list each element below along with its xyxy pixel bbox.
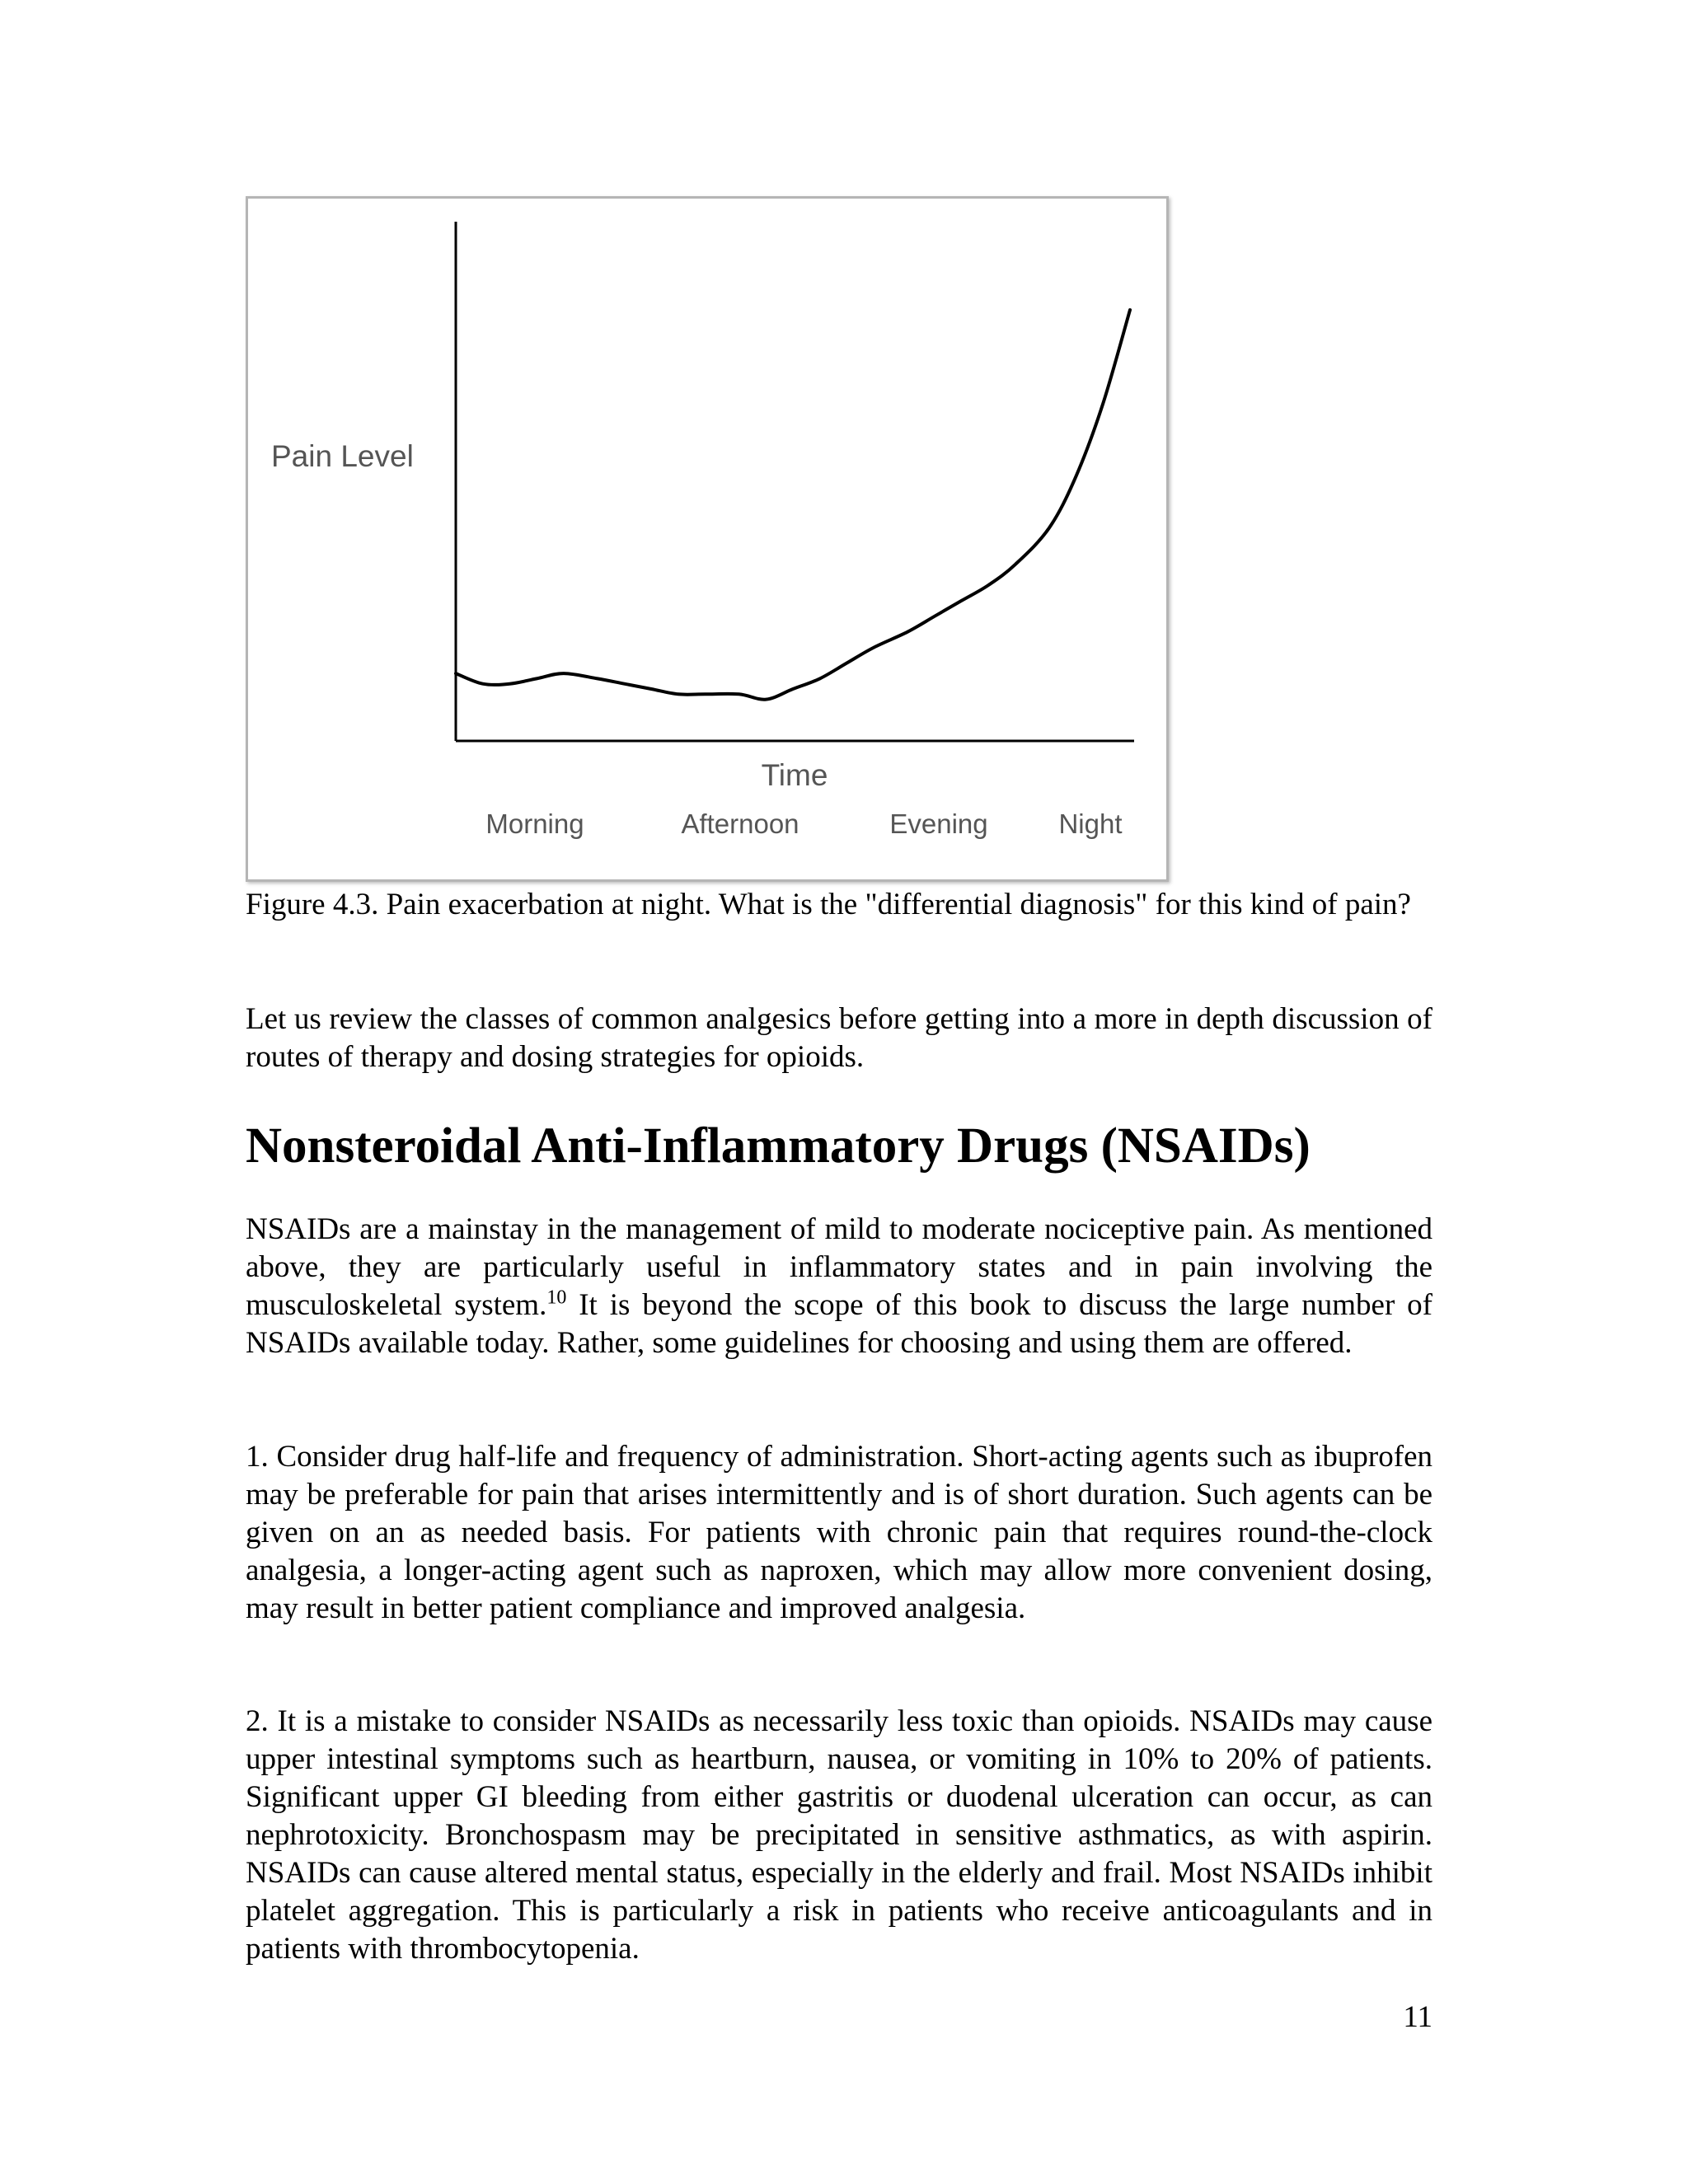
guideline-point-2: 2. It is a mistake to consider NSAIDs as necessarily less toxic than opioids. NSAIDs may cause upper intestinal symptoms such as heartburn, nausea, or vomiting in 10% to 20% of patients. Significant upper GI bleeding from either gastritis or duodenal ulceration can occur, as can nephrotoxicity. Bronchospasm may be precipitated in sensitive asthmatics, as with aspirin. NSAIDs can cause altered mental status, especially in the elderly and frail. Most NSAIDs inhibit platelet aggregation. This is particularly a risk in patients who receive anticoagulants and in patients with thrombocytopenia. xyxy=(246,1704,1432,1966)
pain-level-series-line xyxy=(456,310,1130,700)
page-number: 11 xyxy=(1403,2000,1432,2034)
x-axis-label: Time xyxy=(761,758,828,792)
x-tick-morning: Morning xyxy=(485,808,584,839)
figure-caption: Figure 4.3. Pain exacerbation at night. What is the "differential diagnosis" for this kind of pain? xyxy=(246,888,1411,921)
x-tick-evening: Evening xyxy=(889,808,988,839)
guideline-point-1: 1. Consider drug half-life and frequency of administration. Short-acting agents such as ibuprofen may be preferable for pain that arises intermittently and is of short duration. Such agents can be given on an as needed basis. For patients with chronic pain that requires round-the-clock analgesia, a longer-acting agent such as naproxen, which may allow more convenient dosing, may result in better patient compliance and improved analgesia. xyxy=(246,1440,1432,1625)
x-tick-afternoon: Afternoon xyxy=(681,808,799,839)
reference-superscript: 10 xyxy=(546,1286,567,1309)
y-axis-label: Pain Level xyxy=(271,439,414,473)
nsaids-paragraph-text-2: It is beyond the scope of this book to discuss the large number of NSAIDs available today. Rather, some guidelines for choosing and using them are offered. xyxy=(246,1288,1432,1360)
x-tick-night: Night xyxy=(1058,808,1123,839)
nsaids-paragraph xyxy=(246,1211,1432,1362)
section-heading: Nonsteroidal Anti-Inflammatory Drugs (NSAIDs) xyxy=(246,1118,1311,1174)
figure-pain-chart xyxy=(246,196,1169,882)
pain-level-series-points xyxy=(454,308,1132,701)
intro-paragraph: Let us review the classes of common analgesics before getting into a more in depth discussion of routes of therapy and dosing strategies for opioids. xyxy=(246,1002,1432,1074)
pain-level-chart xyxy=(248,199,1166,879)
nsaids-paragraph-text-1: NSAIDs are a mainstay in the management of mild to moderate nociceptive pain. As mentioned above, they are particularly useful in inflammatory states and in pain involving the musculoskeletal system. xyxy=(246,1212,1432,1322)
